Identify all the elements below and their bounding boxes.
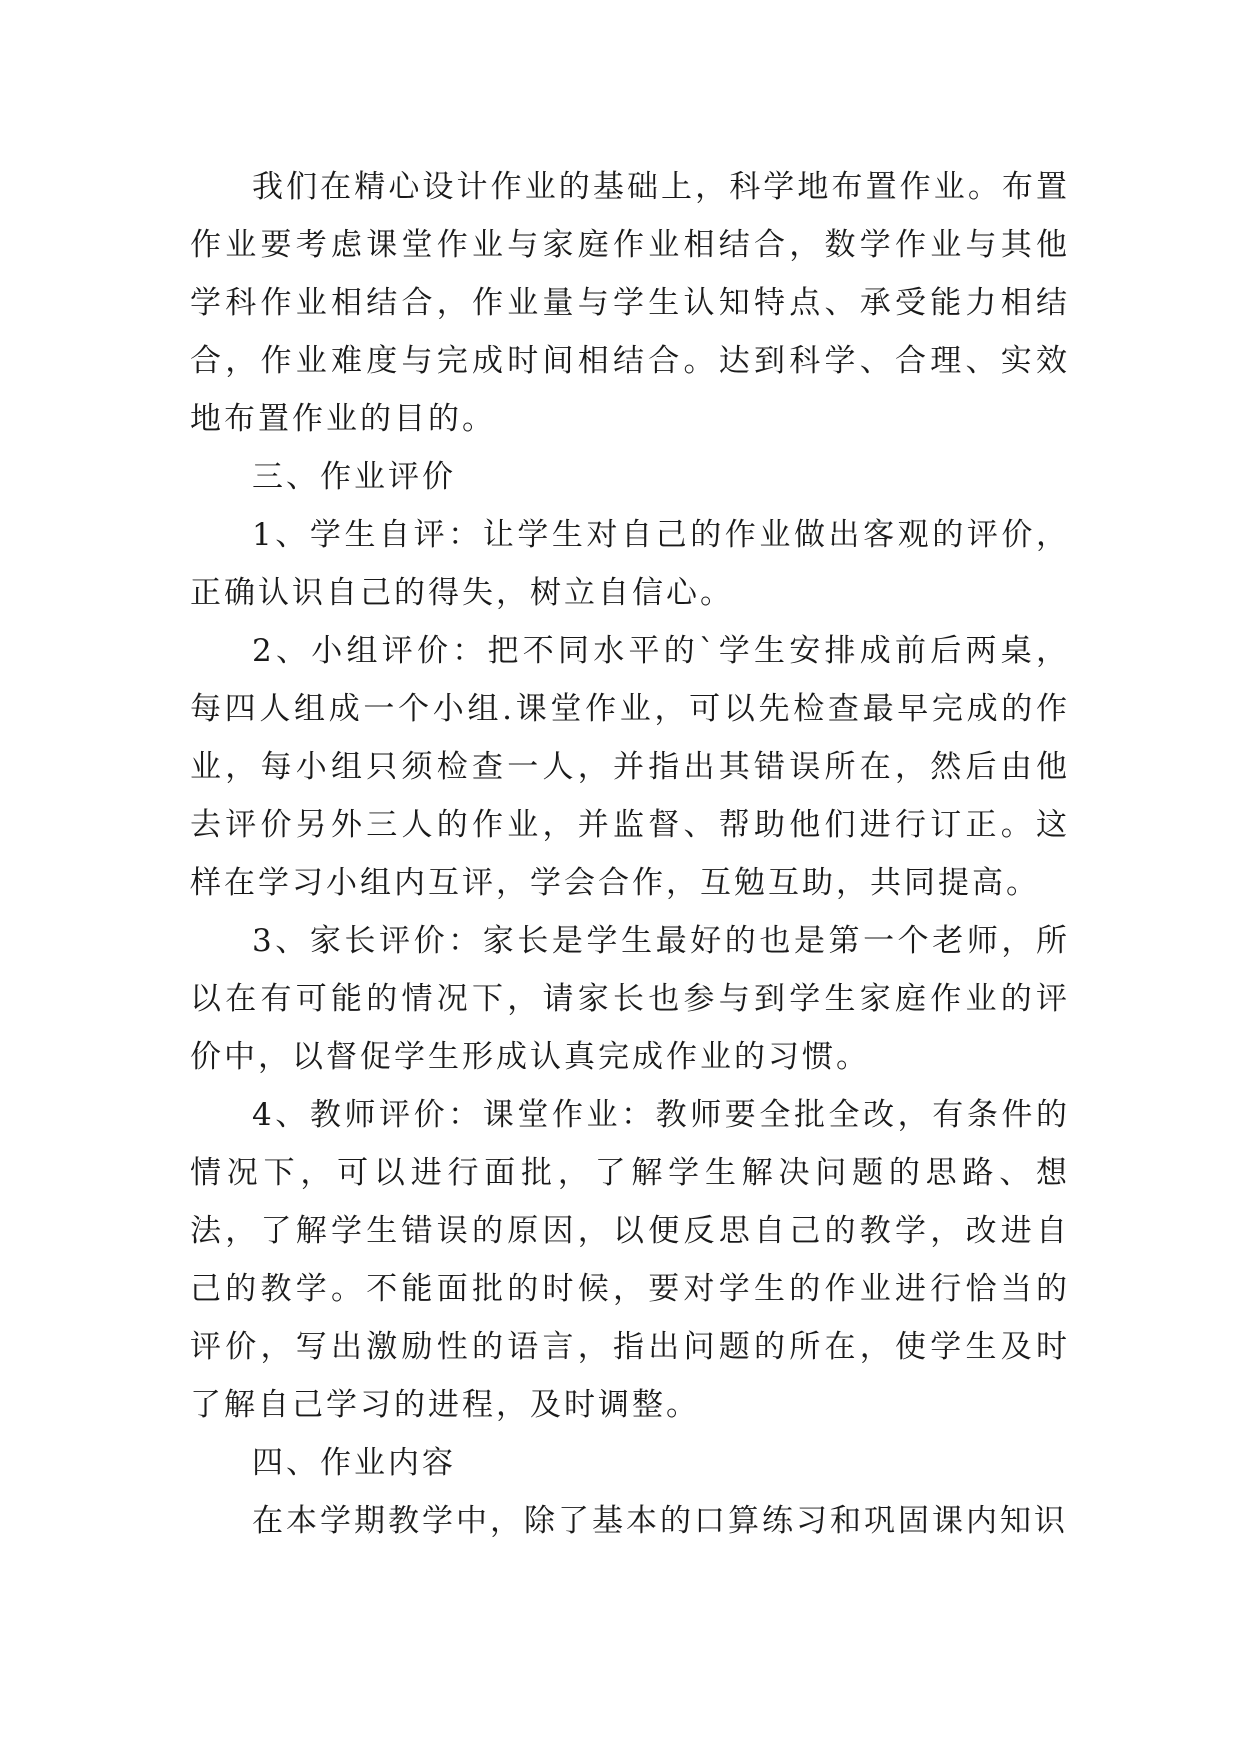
section-heading-content: 四、作业内容 [252, 1445, 456, 1481]
section-heading-evaluation: 三、作业评价 [252, 459, 456, 495]
paragraph-homework-assignment: 我们在精心设计作业的基础上，科学地布置作业。布置作业要考虑课堂作业与家庭作业相结合，数学作业与其他学科作业相结合，作业量与学生认知特点、承受能力相结合，作业难度与完成时间相结合。达到科学、合理、实效地布置作业的目的。 [190, 169, 1070, 437]
paragraph-group-evaluation: 2、小组评价：把不同水平的`学生安排成前后两桌，每四人组成一个小组.课堂作业，可以先检查最早完成的作业，每小组只须检查一人，并指出其错误所在，然后由他去评价另外三人的作业，并监督、帮助他们进行订正。这样在学习小组内互评，学会合作，互勉互助，共同提高。 [190, 633, 1070, 901]
paragraph-homework-content: 在本学期教学中，除了基本的口算练习和巩固课内知识 [252, 1503, 1068, 1539]
document-body [190, 158, 1070, 1550]
paragraph-parent-evaluation: 3、家长评价：家长是学生最好的也是第一个老师，所以在有可能的情况下，请家长也参与到学生家庭作业的评价中，以督促学生形成认真完成作业的习惯。 [190, 923, 1070, 1075]
paragraph-teacher-evaluation: 4、教师评价：课堂作业：教师要全批全改，有条件的情况下，可以进行面批，了解学生解决问题的思路、想法，了解学生错误的原因，以便反思自己的教学，改进自己的教学。不能面批的时候，要对学生的作业进行恰当的评价，写出激励性的语言，指出问题的所在，使学生及时了解自己学习的进程，及时调整。 [190, 1097, 1070, 1423]
paragraph-student-self-evaluation: 1、学生自评：让学生对自己的作业做出客观的评价，正确认识自己的得失，树立自信心。 [190, 517, 1070, 611]
